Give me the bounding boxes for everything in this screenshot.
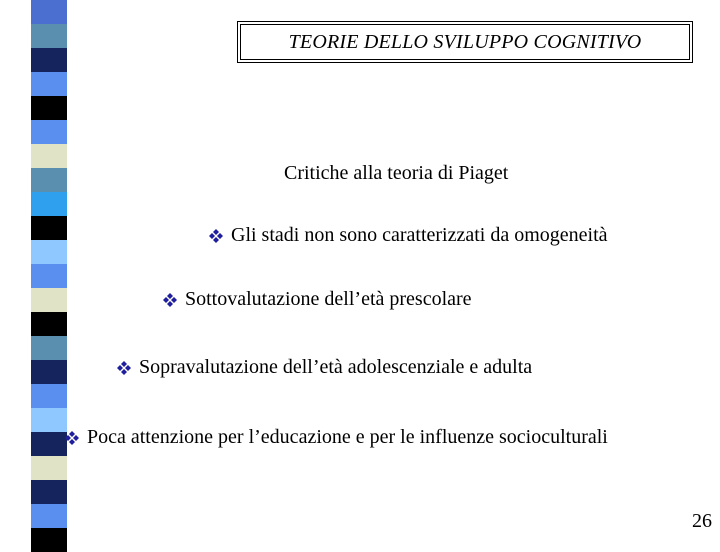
bullet-text: Poca attenzione per l’educazione e per le influenze socioculturali	[87, 426, 608, 448]
stripe-segment	[31, 288, 67, 312]
slide-subtitle: Critiche alla teoria di Piaget	[284, 162, 509, 184]
bullet-item	[163, 288, 472, 311]
bullet-item	[65, 426, 608, 449]
stripe-segment	[31, 456, 67, 480]
bullet-item	[117, 356, 532, 379]
stripe-segment	[31, 0, 67, 24]
stripe-segment	[31, 312, 67, 336]
stripe-segment	[31, 360, 67, 384]
stripe-segment	[31, 408, 67, 432]
bullet-text: Gli stadi non sono caratterizzati da omogeneità	[231, 224, 608, 246]
stripe-segment	[31, 144, 67, 168]
decorative-stripe-bar	[31, 0, 67, 540]
stripe-segment	[31, 384, 67, 408]
bullet-text: Sottovalutazione dell’età prescolare	[185, 288, 472, 310]
stripe-segment	[31, 120, 67, 144]
bullet-text: Sopravalutazione dell’età adolescenziale e adulta	[139, 356, 533, 378]
slide-title-text: TEORIE DELLO SVILUPPO COGNITIVO	[288, 30, 642, 53]
stripe-segment	[31, 192, 67, 216]
stripe-segment	[31, 72, 67, 96]
stripe-segment	[31, 48, 67, 72]
stripe-segment	[31, 480, 67, 504]
stripe-segment	[31, 432, 67, 456]
slide-title	[240, 24, 690, 60]
stripe-segment	[31, 168, 67, 192]
four-diamond-bullet-icon	[117, 361, 131, 375]
bullet-item	[209, 224, 608, 247]
stripe-segment	[31, 504, 67, 528]
four-diamond-bullet-icon	[163, 293, 177, 307]
stripe-segment	[31, 24, 67, 48]
stripe-segment	[31, 528, 67, 552]
stripe-segment	[31, 264, 67, 288]
four-diamond-bullet-icon	[65, 431, 79, 445]
stripe-segment	[31, 216, 67, 240]
four-diamond-bullet-icon	[209, 229, 223, 243]
page-number: 26	[692, 510, 712, 532]
stripe-segment	[31, 96, 67, 120]
stripe-segment	[31, 240, 67, 264]
stripe-segment	[31, 336, 67, 360]
